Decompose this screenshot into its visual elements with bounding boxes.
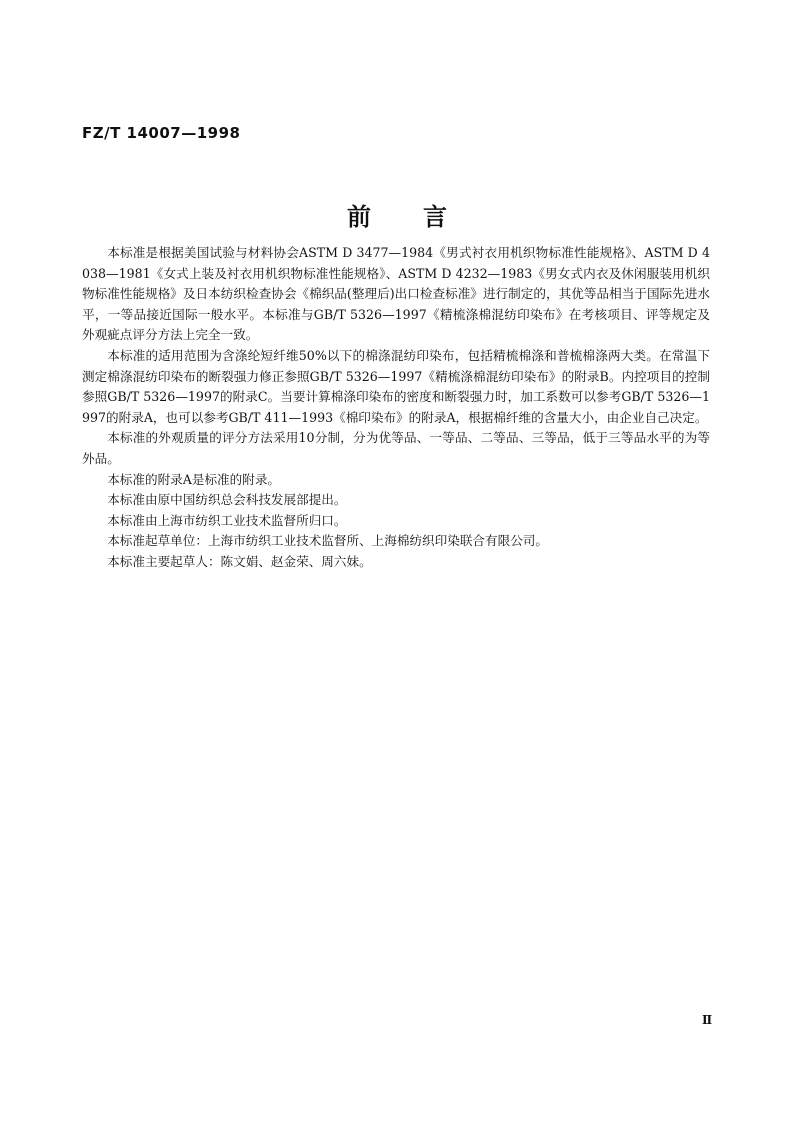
title-char-2: 言 — [423, 203, 447, 231]
paragraph-scope: 本标准的适用范围为含涤纶短纤维50%以下的棉涤混纺印染布，包括精梳棉涤和普梳棉涤两大类。在常温下测定棉涤混纺印染布的断裂强力修正参照GB/T 5326—1997《精梳涤棉混纺印染布》的附录B。内控项目的控制参照GB/T 5326—1997的附录C。当要计算棉涤印染布的密度和断裂强力时，加工系数可以参考GB/T 5326—1997的附录A，也可以参考GB/T 411—1993《棉印染布》的附录A，根据棉纤维的含量大小，由企业自己决定。 — [82, 347, 710, 425]
paragraph-drafting-units: 本标准起草单位：上海市纺织工业技术监督所、上海棉纺织印染联合有限公司。 — [107, 533, 548, 549]
foreword-body — [82, 243, 710, 573]
paragraph-basis: 本标准是根据美国试验与材料协会ASTM D 3477—1984《男式衬衣用机织物标准性能规格》、ASTM D 4038—1981《女式上装及衬衣用机织物标准性能规格》、ASTM D 4232—1983《男女式内衣及休闲服装用机织物标准性能规格》及日本纺织检查协会《棉织品(整理后)出口检查标准》进行制定的，其优等品相当于国际先进水平，一等品接近国际一般水平。本标准与GB/T 5326—1997《精梳涤棉混纺印染布》在考核项目、评等规定及外观疵点评分方法上完全一致。 — [82, 245, 710, 343]
paragraph-administrator: 本标准由上海市纺织工业技术监督所归口。 — [107, 512, 347, 528]
paragraph-drafters: 本标准主要起草人：陈文娟、赵金荣、周六妹。 — [107, 553, 372, 569]
document-code: FZ/T 14007—1998 — [82, 124, 241, 142]
paragraph-scoring: 本标准的外观质量的评分方法采用10分制，分为优等品、一等品、二等品、三等品，低于三等品水平的为等外品。 — [82, 430, 710, 466]
paragraph-proposer: 本标准由原中国纺织总会科技发展部提出。 — [107, 492, 347, 508]
page-title — [0, 202, 794, 232]
title-char-1: 前 — [347, 203, 371, 231]
page-number: Ⅱ — [702, 1013, 713, 1027]
paragraph-appendix: 本标准的附录A是标准的附录。 — [107, 471, 281, 487]
